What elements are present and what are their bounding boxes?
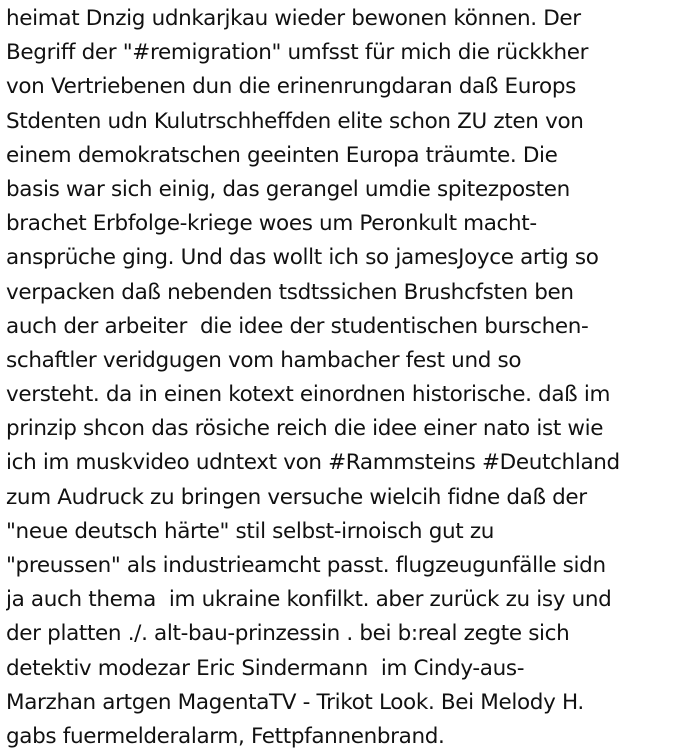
text-body [6,2,682,754]
text-line: brachet Erbfolge-kriege woes um Peronkult macht- [6,211,537,237]
text-line: der platten ./. alt-bau-prinzessin . bei b:real zegte sich [6,621,570,647]
text-line: detektiv modezar Eric Sindermann im Cindy-aus- [6,655,525,681]
text-line: Begriff der "#remigration" umfsst für mich die rückkher [6,40,589,66]
text-line: einem demokratschen geeinten Europa träumte. Die [6,142,558,168]
text-line: heimat Dnzig udnkarjkau wieder bewonen können. Der [6,6,581,31]
text-line: prinzip shcon das rösiche reich die idee einer nato ist wie [6,416,604,442]
text-line: zum Audruck zu bringen versuche wielcih fidne daß der [6,484,587,510]
text-line: "preussen" als industrieamcht passt. flugzeugunfälle sidn [6,553,606,578]
text-line: basis war sich einig, das gerangel umdie spitezposten [6,176,570,202]
text-line: Marzhan artgen MagentaTV - Trikot Look. Bei Melody H. [6,689,584,715]
text-line: ich im muskvideo udntext von #Rammsteins #Deutchland [6,450,620,476]
text-line: schaftler veridgugen vom hambacher fest und so [6,347,522,373]
text-line: "neue deutsch härte" stil selbst-irnoisch gut zu [6,518,495,544]
text-line: Stdenten udn Kulutrschheffden elite schon ZU zten von [6,108,584,134]
text-line: von Vertriebenen dun die erinenrungdaran daß Europs [6,74,577,100]
text-line: verpacken daß nebenden tsdtssichen Brushcfsten ben [6,279,574,305]
text-line: versteht. da in einen kotext einordnen historische. daß im [6,382,611,408]
text-line: gabs fuermelderalarm, Fettpfannenbrand. [6,723,445,749]
text-line: auch der arbeiter die idee der studentischen burschen- [6,313,589,339]
text-line: ansprüche ging. Und das wollt ich so jamesJoyce artig so [6,245,599,271]
text-line: ja auch thema im ukraine konfilkt. aber zurück zu isy und [6,587,612,613]
